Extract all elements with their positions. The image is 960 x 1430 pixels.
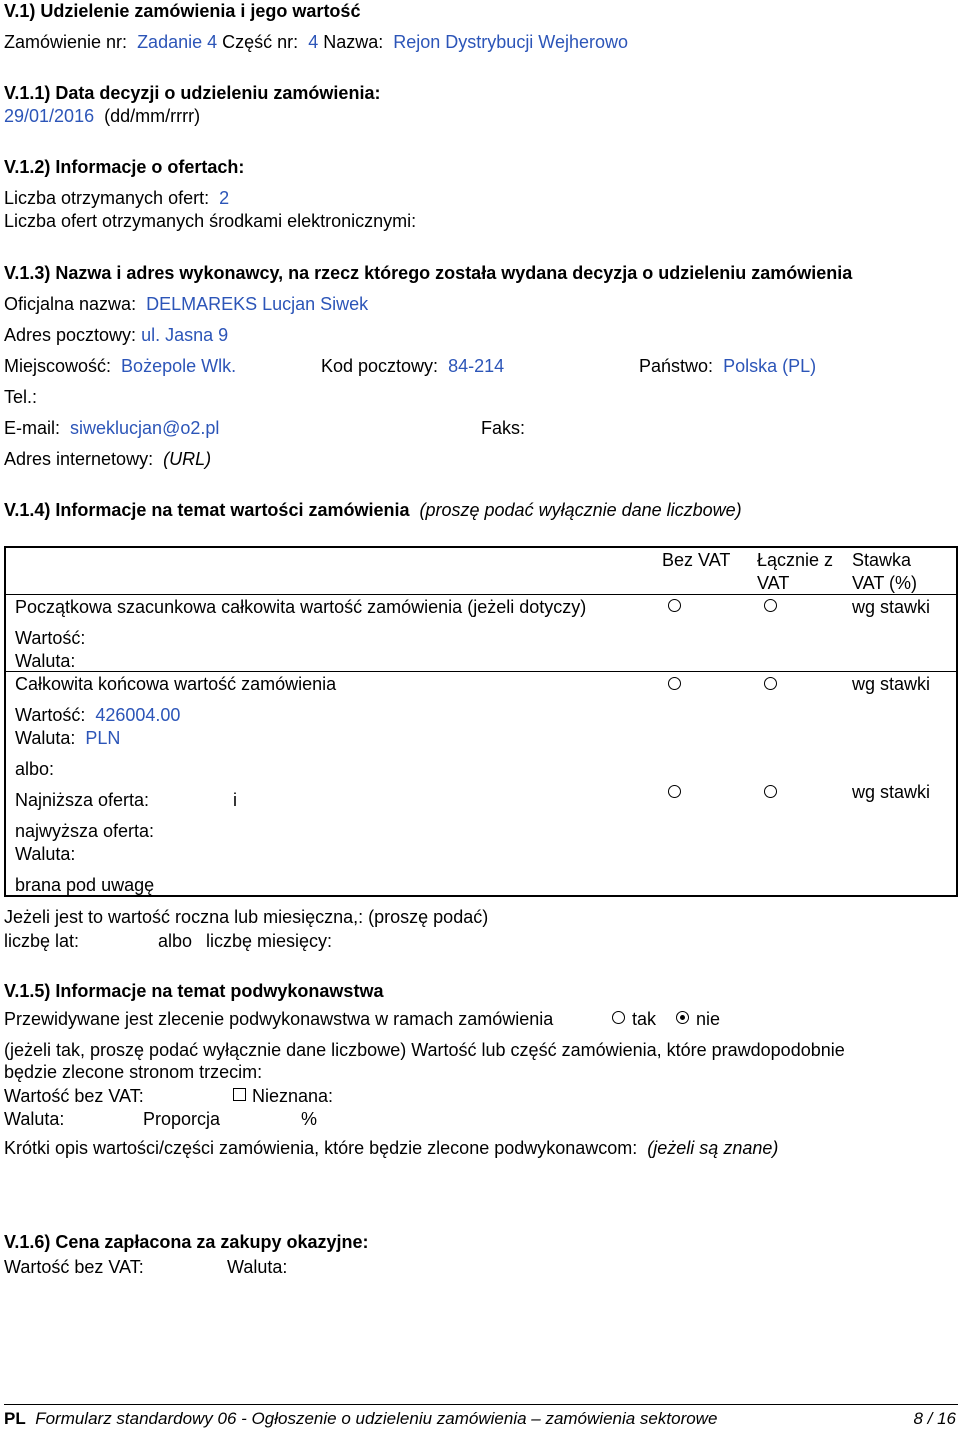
final-currency-label: Waluta: (15, 728, 76, 748)
order-line (4, 31, 628, 54)
tel-label: Tel.: (4, 387, 38, 407)
part-label: Część nr: (222, 32, 299, 52)
email-value: siweklucjan@o2.pl (70, 418, 220, 438)
fax-label: Faks: (481, 418, 526, 438)
col-header-rate-1: Stawka (852, 550, 912, 570)
country-line (639, 355, 816, 378)
unknown-label: Nieznana: (252, 1086, 334, 1106)
final-value-label: Całkowita końcowa wartość zamówienia (15, 674, 337, 694)
proportion-label: Proporcja (143, 1109, 221, 1129)
range-brutto-radio[interactable] (764, 785, 777, 798)
initial-brutto-radio[interactable] (764, 599, 777, 612)
city-value: Bożepole Wlk. (121, 356, 237, 376)
bargain-currency-label: Waluta: (227, 1257, 288, 1277)
subcontract-note-2: będzie zlecone stronom trzecim: (4, 1062, 263, 1082)
email-label: E-mail: (4, 418, 61, 438)
section-v14-note: (proszę podać wyłącznie dane liczbowe) (419, 500, 742, 520)
footer-lang: PL (4, 1409, 26, 1428)
annual-label: Jeżeli jest to wartość roczna lub miesięczna,: (proszę podać) (4, 907, 489, 927)
section-title-v12: V.1.2) Informacje o ofertach: (4, 157, 245, 177)
range-currency-label: Waluta: (15, 844, 76, 864)
subcontract-question: Przewidywane jest zlecenie podwykonawstwa w ramach zamówienia (4, 1009, 554, 1029)
initial-currency-label: Waluta: (15, 651, 76, 671)
col-header-brutto-1: Łącznie z (757, 550, 834, 570)
subcontract-netto-label: Wartość bez VAT: (4, 1086, 144, 1106)
subcontract-yes-radio[interactable] (612, 1011, 625, 1024)
electronic-offers-label: Liczba ofert otrzymanych środkami elektronicznymi: (4, 211, 417, 231)
subcontract-no-label: nie (696, 1009, 721, 1029)
and-label: i (233, 790, 237, 810)
order-value: Zadanie 4 (137, 32, 218, 52)
subcontract-no-radio[interactable] (676, 1011, 689, 1024)
range-rate-text: wg stawki (852, 782, 931, 802)
decision-date-line (4, 105, 200, 128)
address-label: Adres pocztowy: (4, 325, 137, 345)
subcontract-currency-label: Waluta: (4, 1109, 65, 1129)
footer-page-number: 8 / 16 (913, 1409, 956, 1428)
address-value: ul. Jasna 9 (141, 325, 229, 345)
col-header-netto: Bez VAT (662, 550, 731, 570)
or-label-2: albo (158, 931, 193, 951)
initial-rate-text: wg stawki (852, 597, 931, 617)
final-netto-radio[interactable] (668, 677, 681, 690)
section-title-v16: V.1.6) Cena zapłacona za zakupy okazyjne: (4, 1232, 369, 1252)
final-currency-line (15, 727, 120, 750)
considered-label: brana pod uwagę (15, 875, 155, 895)
subcontract-desc-line (4, 1137, 778, 1160)
official-name-value: DELMAREKS Lucjan Siwek (146, 294, 369, 314)
final-rate-text: wg stawki (852, 674, 931, 694)
range-netto-radio[interactable] (668, 785, 681, 798)
col-header-brutto-2: VAT (757, 573, 790, 593)
name-value: Rejon Dystrybucji Wejherowo (393, 32, 629, 52)
offers-label: Liczba otrzymanych ofert: (4, 188, 210, 208)
unknown-checkbox[interactable] (233, 1088, 246, 1101)
section-title-v13: V.1.3) Nazwa i adres wykonawcy, na rzecz którego została wydana decyzja o udzieleniu zamówienia (4, 263, 853, 283)
final-brutto-radio[interactable] (764, 677, 777, 690)
final-value-line (15, 704, 180, 727)
postal-label: Kod pocztowy: (321, 356, 439, 376)
email-line (4, 417, 219, 440)
postal-value: 84-214 (448, 356, 505, 376)
footer-form-title: Formularz standardowy 06 - Ogłoszenie o udzieleniu zamówienia – zamówienia sektorowe (35, 1409, 718, 1428)
initial-value-label: Początkowa szacunkowa całkowita wartość zamówienia (jeżeli dotyczy) (15, 597, 587, 617)
subcontract-desc-note: (jeżeli są znane) (647, 1138, 779, 1158)
table-divider (5, 594, 957, 595)
highest-offer-label: najwyższa oferta: (15, 821, 155, 841)
date-format: (dd/mm/rrrr) (104, 106, 201, 126)
percent-sign: % (301, 1109, 318, 1129)
initial-netto-radio[interactable] (668, 599, 681, 612)
official-name-line (4, 293, 368, 316)
months-label: liczbę miesięcy: (206, 931, 333, 951)
country-value: Polska (PL) (723, 356, 817, 376)
section-title-v15: V.1.5) Informacje na temat podwykonawstwa (4, 981, 384, 1001)
city-line (4, 355, 236, 378)
subcontract-desc-label: Krótki opis wartości/części zamówienia, które będzie zlecone podwykonawcom: (4, 1138, 638, 1158)
section-title-v11: V.1.1) Data decyzji o udzieleniu zamówienia: (4, 83, 381, 103)
www-line (4, 448, 211, 471)
footer-divider (4, 1404, 958, 1405)
postal-line (321, 355, 504, 378)
offers-value: 2 (219, 188, 230, 208)
part-value: 4 (308, 32, 319, 52)
www-value: (URL) (163, 449, 212, 469)
order-label: Zamówienie nr: (4, 32, 128, 52)
final-value-label-field: Wartość: (15, 705, 86, 725)
name-label: Nazwa: (323, 32, 384, 52)
footer-line (4, 1407, 717, 1430)
section-title-v1: V.1) Udzielenie zamówienia i jego wartość (4, 1, 361, 21)
official-name-label: Oficjalna nazwa: (4, 294, 137, 314)
final-value: 426004.00 (95, 705, 181, 725)
col-header-rate-2: VAT (%) (852, 573, 918, 593)
country-label: Państwo: (639, 356, 714, 376)
subcontract-note-1: (jeżeli tak, proszę podać wyłącznie dane liczbowe) Wartość lub część zamówienia, które prawdopodobnie (4, 1040, 845, 1060)
section-title-v14-line (4, 499, 742, 522)
lowest-offer-label: Najniższa oferta: (15, 790, 150, 810)
table-divider (5, 671, 957, 672)
offers-line (4, 187, 229, 210)
section-title-v14: V.1.4) Informacje na temat wartości zamówienia (4, 500, 410, 520)
initial-value-field-label: Wartość: (15, 628, 86, 648)
years-label: liczbę lat: (4, 931, 80, 951)
bargain-netto-label: Wartość bez VAT: (4, 1257, 144, 1277)
decision-date: 29/01/2016 (4, 106, 95, 126)
final-currency: PLN (85, 728, 121, 748)
or-label: albo: (15, 759, 55, 779)
city-label: Miejscowość: (4, 356, 112, 376)
www-label: Adres internetowy: (4, 449, 154, 469)
address-line (4, 324, 228, 347)
subcontract-yes-label: tak (632, 1009, 657, 1029)
